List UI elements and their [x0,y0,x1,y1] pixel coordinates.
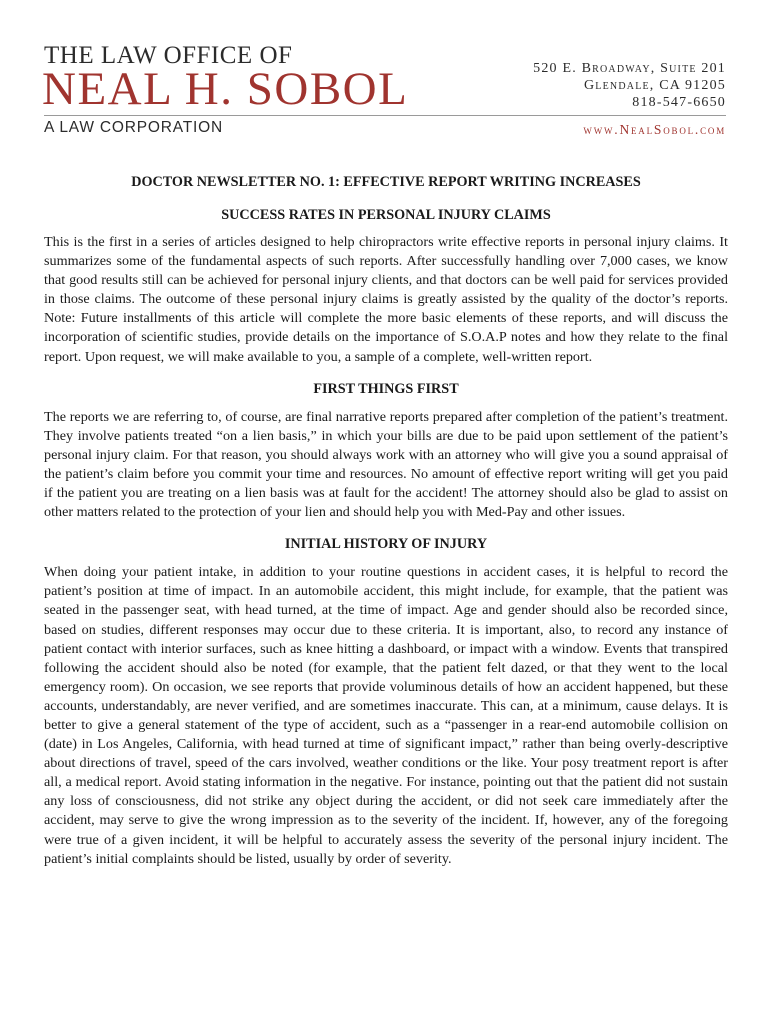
letterhead [0,0,770,150]
document-title-line2: SUCCESS RATES IN PERSONAL INJURY CLAIMS [221,207,551,223]
firm-label: THE LAW OFFICE OF [44,42,293,69]
section-body-initial-history: When doing your patient intake, in addition to your routine questions in accident cases, it is helpful to record the patient’s position at time of impact. In an automobile accident, this might include, for example, that the patient was seated in the passenger seat, with head turned, at the time of impact. Age and gender should also be recorded since, based on studies, different responses may occur due to these criteria. It is important, also, to record any instance of patient contact with interior surfaces, such as knee hitting a dashboard, or impact with a window. Events that transpired following the accident should also be noted (for example, that the patient felt dazed, or that they went to the local emergency room). On occasion, we see reports that provide voluminous details of how an accident happened, but these accounts, understandably, are never verified, and are sometimes inaccurate. This can, at a minimum, cause delays. It is better to give a general statement of the type of accident, such as a “passenger in a rear-end automobile collision on (date) in Los Angeles, California, with head turned at time of significant impact,” rather than being overly-descriptive about directions of travel, speed of the cars involved, weather conditions or the like. Your posy treatment report is after all, a medical report. Avoid stating information in the negative. For instance, pointing out that the patient did not sustain any loss of consciousness, did not strike any object during the accident, or did not seek care immediately after the accident, may serve to give the wrong impression as to the severity of the incident. If, however, any of the foregoing were true of a given incident, it will be helpful to accurately assess the severity of the personal injury incident. The patient’s initial complaints should be listed, usually by order of severity. [44,564,728,867]
address-city: Glendale, CA 91205 [584,78,726,93]
website-link[interactable]: www.NealSobol.com [583,122,726,137]
intro-paragraph: This is the first in a series of articles designed to help chiropractors write effective reports in personal injury claims. It summarizes some of the fundamental aspects of such reports. After successfully handling over 7,000 cases, we know that good results still can be achieved for personal injury clients, and that doctors can be well paid for services provided in those claims. The outcome of these personal injury claims is greatly assisted by the quality of the doctor’s reports. Note: Future installments of this article will complete the more basic elements of these reports, and will discuss the incorporation of scientific studies, provide details on the importance of S.O.A.P notes and how they relate to the final report. Upon request, we will make available to you, a sample of a complete, well-written report. [44,234,728,365]
section-heading-first-things-first: FIRST THINGS FIRST [313,380,459,397]
firm-address [533,60,726,111]
section-body-first-things-first: The reports we are referring to, of course, are final narrative reports prepared after completion of the patient’s treatment. They involve patients treated “on a lien basis,” in which your bills are due to be paid upon settlement of the patient’s personal injury claim. For that reason, you should always work with an attorney who will give you a sound appraisal of the patient’s claim before you commit your time and resources. No amount of effective report writing will get you paid if the patient you are treating on a lien basis was at fault for the accident! The attorney should also be glad to assist on other matters related to the protection of your lien and should help you with Med-Pay and other issues. [44,408,728,521]
address-street: 520 E. Broadway, Suite 201 [533,61,726,76]
letterhead-divider [44,115,726,116]
section-heading-initial-history: INITIAL HISTORY OF INJURY [284,536,488,553]
document-title-line1: DOCTOR NEWSLETTER NO. 1: EFFECTIVE REPORT WRITING INCREASES [131,174,641,190]
document-body [44,172,728,869]
phone-number: 818-547-6650 [632,95,726,110]
firm-corporation: A LAW CORPORATION [44,119,223,136]
firm-name: NEAL H. SOBOL [42,63,409,115]
